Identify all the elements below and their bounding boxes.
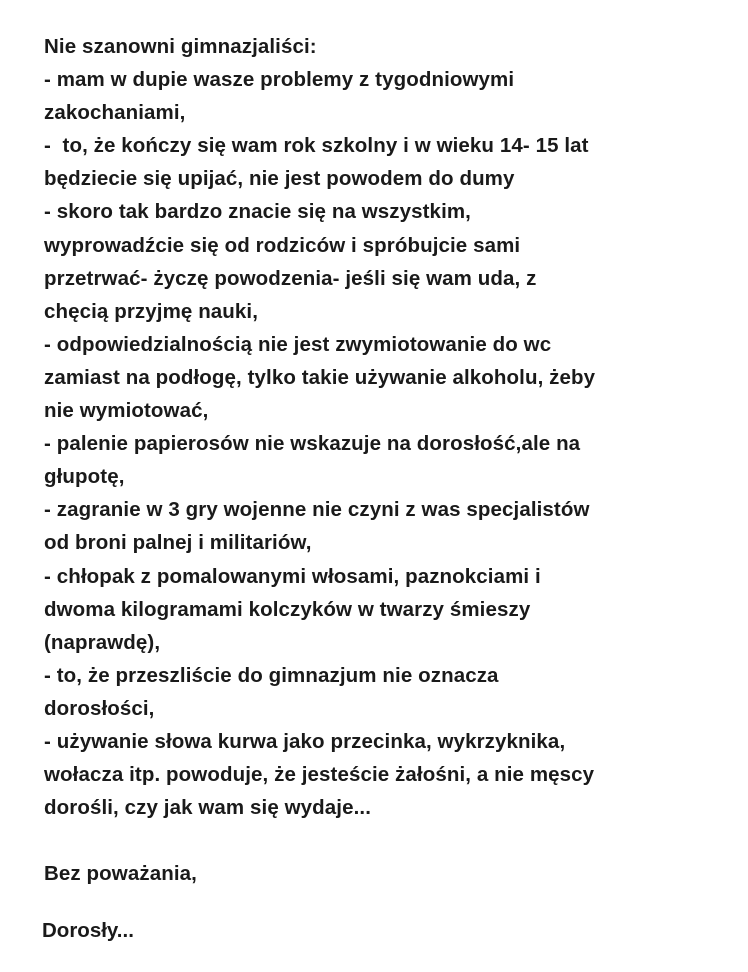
letter-line: dorosłości, xyxy=(44,696,155,720)
letter-line: (naprawdę), xyxy=(44,630,161,654)
letter-body xyxy=(44,30,734,890)
letter-line: przetrwać- życzę powodzenia- jeśli się wam uda, z xyxy=(44,266,537,290)
letter-line: od broni palnej i militariów, xyxy=(44,531,312,555)
paragraph-spacer xyxy=(44,824,734,857)
letter-line: dorośli, czy jak wam się wydaje... xyxy=(44,796,371,820)
letter-greeting: Nie szanowni gimnazjaliści: xyxy=(44,35,317,58)
letter-line: wołacza itp. powoduje, że jesteście żałośni, a nie męscy xyxy=(44,763,595,787)
letter-line: wyprowadźcie się od rodziców i spróbujcie sami xyxy=(44,233,521,257)
letter-line: - to, że przeszliście do gimnazjum nie oznacza xyxy=(44,663,499,687)
letter-line: nie wymiotować, xyxy=(44,399,209,423)
letter-signature: Dorosły... xyxy=(42,919,134,942)
letter-line: zakochaniami, xyxy=(44,101,186,125)
letter-line: - mam w dupie wasze problemy z tygodniowymi xyxy=(44,68,515,92)
letter-line: - skoro tak bardzo znacie się na wszystkim, xyxy=(44,200,471,224)
letter-line: głupotę, xyxy=(44,465,125,489)
letter-closing: Bez poważania, xyxy=(44,862,197,886)
letter-line: chęcią przyjmę nauki, xyxy=(44,299,259,323)
letter-line: dwoma kilogramami kolczyków w twarzy śmieszy xyxy=(44,597,531,621)
letter-line: zamiast na podłogę, tylko takie używanie alkoholu, żeby xyxy=(44,365,596,389)
letter-line: - to, że kończy się wam rok szkolny i w wieku 14- 15 lat xyxy=(44,134,589,158)
letter-line: - palenie papierosów nie wskazuje na dorosłość,ale na xyxy=(44,432,581,456)
letter-line: - odpowiedzialnością nie jest zwymiotowanie do wc xyxy=(44,332,552,356)
letter-line: - chłopak z pomalowanymi włosami, paznokciami i xyxy=(44,564,541,588)
letter-line: - używanie słowa kurwa jako przecinka, wykrzyknika, xyxy=(44,729,566,753)
letter-line: będziecie się upijać, nie jest powodem do dumy xyxy=(44,167,515,191)
letter-line: - zagranie w 3 gry wojenne nie czyni z was specjalistów xyxy=(44,498,590,522)
